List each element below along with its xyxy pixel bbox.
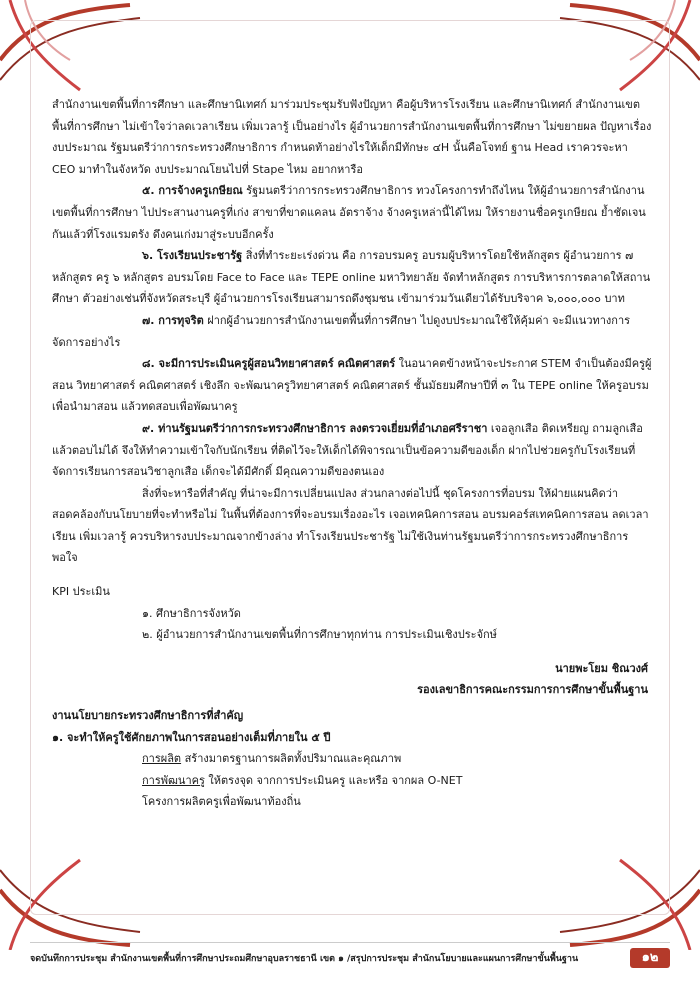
item-8-heading: ๘. จะมีการประเมินครูผู้สอนวิทยาศาสตร์ คณิตศาสตร์ — [142, 357, 396, 371]
item-5-text: รัฐมนตรีว่าการกระทรวงศึกษาธิการ ทวงโครงการทำถึงไหน ให้ผู้อำนวยการสำนักงานเขตพื้นที่การศึกษา ไปประสานงานครูที่เก่ง สาขาที่ขาดแคลน อัตราจ้าง จ้างครูเหล่านี้ได้ไหม ให้รายงานชื่อครูเกษียณ ย้ำชัดเจนกันแล้วที่โรงแรมตรัง ดึงคนเก่งมาสู่ระบบอีกครั้ง — [52, 184, 646, 241]
policy-item-1: ๑. จะทำให้ครูใช้ศักยภาพในการสอนอย่างเต็มที่ภายใน ๕ ปี — [52, 730, 331, 744]
paragraph-item-7 — [52, 310, 652, 353]
document-body — [52, 94, 652, 813]
footer-text: จดบันทึกการประชุม สำนักงานเขตพื้นที่การศึกษาประถมศึกษาอุบลราชธานี เขต ๑ /สรุปการประชุม สำนักนโยบายและแผนการศึกษาขั้นพื้นฐาน — [30, 954, 579, 964]
item-9-text: เจอลูกเสือ ติดเหรียญ ถามลูกเสือ แล้วตอบไม่ได้ จึงให้ทำความเข้าใจกับนักเรียน ที่ติดไว้จะให้เด็กได้พิจารณาเป็นข้อความดีของเด็ก ฝากไปช่วยครูกับโรงเรียนที่จัดการเรียนการสอนวิชาลูกเสือ เด็กจะได้มีศักดิ์ มีคุณความดีของตนเอง — [52, 421, 643, 479]
production-text: สร้างมาตรฐานการผลิตทั้งปริมาณและคุณภาพ — [181, 752, 402, 766]
item-6-text: สิ่งที่ทำระยะเร่งด่วน คือ การอบรมครู อบรมผู้บริหารโดยใช้หลักสูตร ผู้อำนวยการ ๗ หลักสูตร ครู ๖ หลักสูตร อบรมโดย Face to Face และ TEPE online มหาวิทยาลัย จัดทำหลักสูตร การบริหารการตลาดให้สถานศึกษา ตัวอย่างเช่นที่จังหวัดสระบุรี ผู้อำนวยการโรงเรียนสามารถดึงชุมชน เข้ามาร่วมวันเดียวได้รับบริจาค ๖,๐๐๐,๐๐๐ บาท — [52, 249, 651, 306]
policy-sub-item-production — [52, 748, 652, 770]
kpi-item-1: ๑. ศึกษาธิการจังหวัด — [142, 606, 241, 620]
paragraph-discussion: สิ่งที่จะหารือที่สำคัญ ที่น่าจะมีการเปลี่ยนแปลง ส่วนกลางต่อไปนี้ ชุดโครงการที่อบรม ให้ฝ่ายแผนคิดว่าสอดคล้องกับนโยบายที่จะทำหรือไม่ ในพื้นที่ต้องการที่จะอบรมเรื่องอะไร เจอเทคนิคการสอน อบรมคอร์สเทคนิคการสอน ลดเวลาเรียน เพิ่มเวลารู้ ควรบริหารงบประมาณจากข้างล่าง ทำโรงเรียนประชารัฐ ไม่ใช้เงินท่านรัฐมนตรีว่าการกระทรวงศึกษาธิการพอใจ — [52, 486, 649, 565]
item-5-heading: ๕. การจ้างครูเกษียณ — [142, 184, 243, 198]
item-7-text: ฝากผู้อำนวยการสำนักงานเขตพื้นที่การศึกษา ไปดูงบประมาณใช้ให้คุ้มค่า จะมีแนวทางการจัดการอย่างไร — [52, 313, 631, 349]
item-8-text: ในอนาคตข้างหน้าจะประกาศ STEM จำเป็นต้องมีครูผู้สอน วิทยาศาสตร์ คณิตศาสตร์ เชิงลึก จะพัฒนาครูวิทยาศาสตร์ คณิตศาสตร์ ชั้นมัธยมศึกษาปีที่ ๓ ใน TEPE online ให้ครูอบรมเพื่อนำมาสอน แล้วทดสอบเพื่อพัฒนาครู — [52, 357, 652, 414]
paragraph-item-6 — [52, 245, 652, 310]
policy-sub-item-local-project: โครงการผลิตครูเพื่อพัฒนาท้องถิ่น — [142, 795, 301, 809]
page-number-badge: ๑๒ — [630, 948, 670, 968]
paragraph-item-9 — [52, 418, 652, 483]
teacher-development-text: ให้ตรงจุด จากการประเมินครู และหรือ จากผล O-NET — [204, 773, 463, 787]
kpi-item-2: ๒. ผู้อำนวยการสำนักงานเขตพื้นที่การศึกษาทุกท่าน การประเมินเชิงประจักษ์ — [142, 628, 497, 642]
kpi-heading: KPI ประเมิน — [52, 585, 110, 599]
item-6-heading: ๖. โรงเรียนประชารัฐ — [142, 249, 243, 263]
item-9-heading: ๙. ท่านรัฐมนตรีว่าการกระทรวงศึกษาธิการ ลงตรวจเยี่ยมที่อำเภอศรีราชา — [142, 421, 488, 435]
paragraph-item-8 — [52, 353, 652, 418]
policy-heading: งานนโยบายกระทรวงศึกษาธิการที่สำคัญ — [52, 709, 244, 723]
teacher-development-label: การพัฒนาครู — [142, 773, 205, 787]
production-label: การผลิต — [142, 752, 182, 766]
item-7-heading: ๗. การทุจริต — [142, 313, 204, 327]
paragraph-item-5 — [52, 180, 652, 245]
policy-sub-item-teacher-development — [52, 770, 652, 792]
paragraph-intro: สำนักงานเขตพื้นที่การศึกษา และศึกษานิเทศก์ มาร่วมประชุมรับฟังปัญหา คือผู้บริหารโรงเรียน และศึกษานิเทศก์ สำนักงานเขตพื้นที่การศึกษา ไม่เข้าใจว่าลดเวลาเรียน เพิ่มเวลารู้ เป็นอย่างไร ผู้อำนวยการสำนักงานเขตพื้นที่การศึกษา ไม่ขยายผล ปัญหาเรื่องงบประมาณ รัฐมนตรีว่าการกระทรวงศึกษาธิการ กำหนดท้าอย่างไรให้เด็กมีทักษะ ๔H นั้นคือโจทย์ ฐาน Head เราควรจะหา CEO มาทำในจังหวัด งบประมาณโยนไปที่ Stape ไหม อยากหารือ — [52, 98, 652, 176]
page-footer — [30, 942, 670, 967]
signature-name: นายพะโยม ชิณวงศ์ — [555, 661, 648, 675]
signature-position: รองเลขาธิการคณะกรรมการการศึกษาขั้นพื้นฐาน — [417, 683, 648, 697]
